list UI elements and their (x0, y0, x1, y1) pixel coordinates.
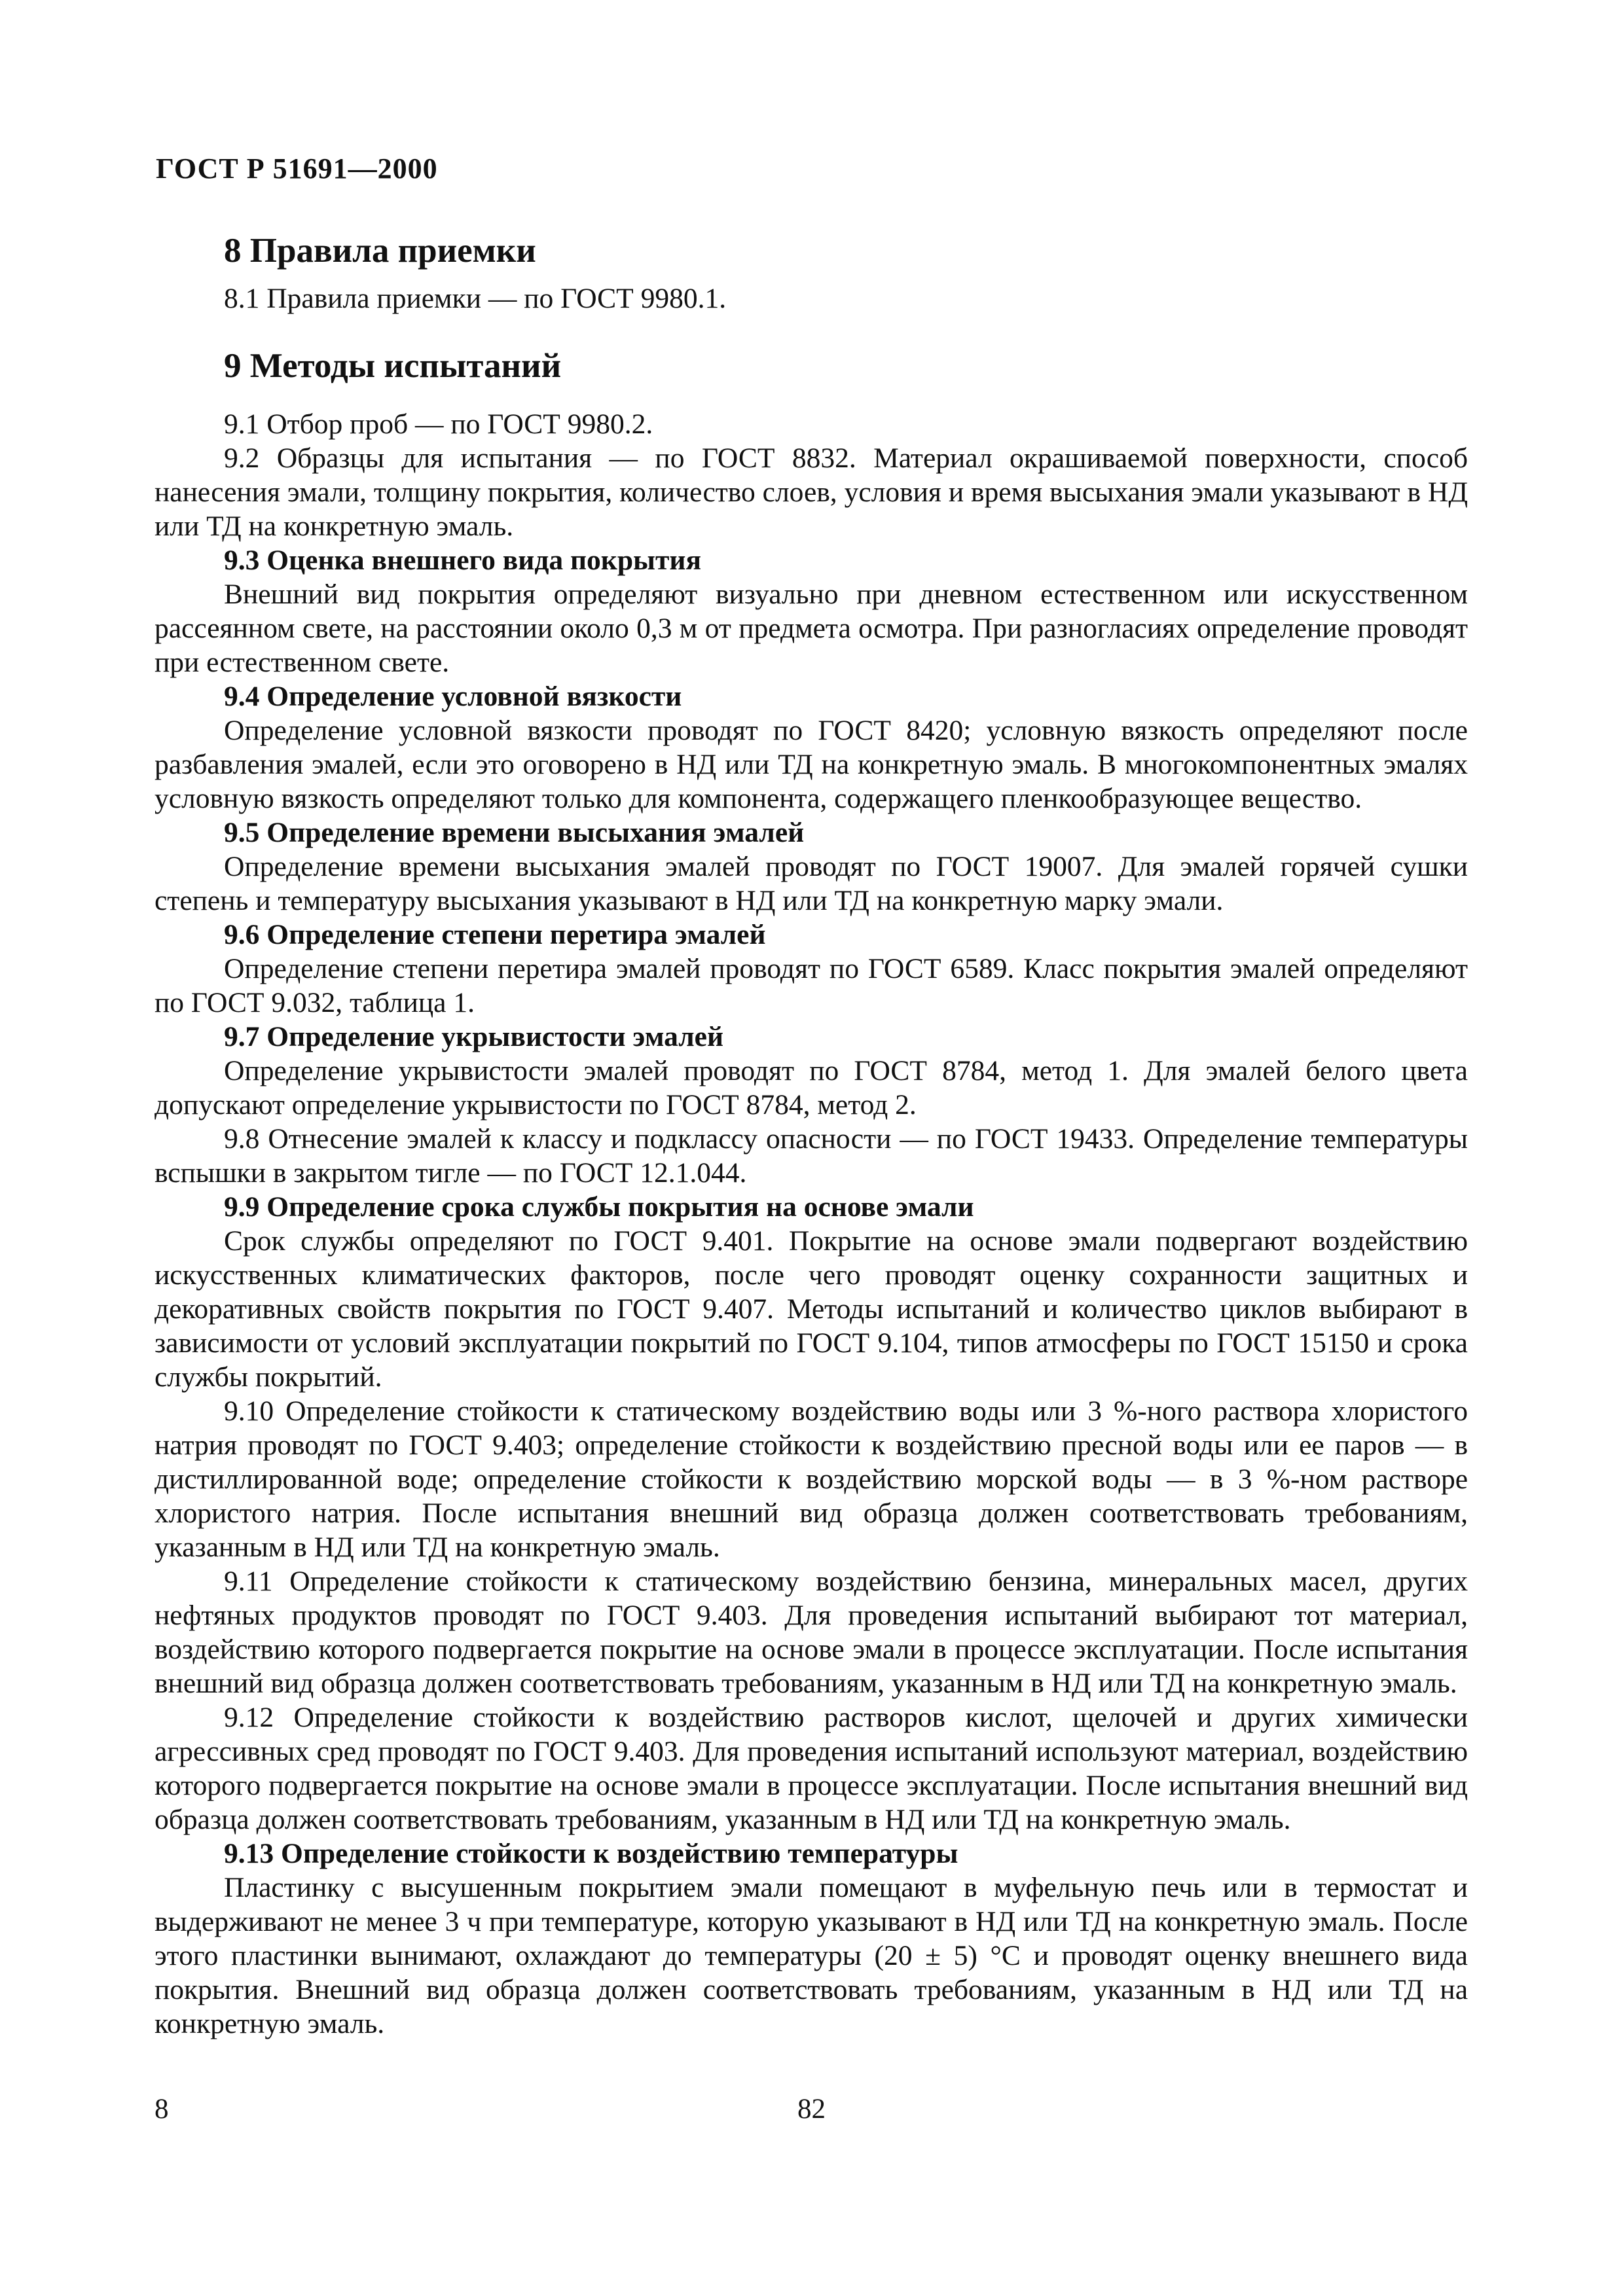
paragraph: Внешний вид покрытия определяют визуально при дневном естественном или искусственном рассеянном свете, на расстоянии около 0,3 м от предмета осмотра. При разногласиях определение проводят при естественном свете. (155, 579, 1468, 678)
paragraph: 9.10 Определение стойкости к статическому воздействию воды или 3 %-ного раствора хлористого натрия проводят по ГОСТ 9.403; определение стойкости к воздействию пресной воды или ее паров — в дистиллированной воде; определение стойкости к воздействию морской воды — в 3 %-ном растворе хлористого натрия. После испытания внешний вид образца должен соответствовать требованиям, указанным в НД или ТД на конкретную эмаль. (155, 1395, 1468, 1563)
paragraph: Определение укрывистости эмалей проводят по ГОСТ 8784, метод 1. Для эмалей белого цвета допускают определение укрывистости по ГОСТ 8784, метод 2. (155, 1055, 1468, 1121)
paragraph: 9.2 Образцы для испытания — по ГОСТ 8832. Материал окрашиваемой поверхности, способ нанесения эмали, толщину покрытия, количество слоев, условия и время высыхания эмали указывают в НД или ТД на конкретную эмаль. (155, 442, 1468, 542)
subsection-heading: 9.9 Определение срока службы покрытия на основе эмали (224, 1191, 974, 1223)
paragraph: 8.1 Правила приемки — по ГОСТ 9980.1. (224, 283, 727, 314)
paragraph: 9.1 Отбор проб — по ГОСТ 9980.2. (224, 408, 653, 440)
subsection-heading: 9.6 Определение степени перетира эмалей (224, 919, 766, 950)
page-number: 8 (155, 2094, 169, 2125)
section-title: 8 Правила приемки (224, 232, 536, 270)
subsection-heading: 9.4 Определение условной вязкости (224, 681, 682, 712)
section-title: 9 Методы испытаний (224, 347, 562, 385)
paragraph: Пластинку с высушенным покрытием эмали помещают в муфельную печь или в термостат и выдерживают не менее 3 ч при температуре, которую указывают в НД или ТД на конкретную эмаль. После этого пластинки вынимают, охлаждают до температуры (20 ± 5) °С и проводят оценку внешнего вида покрытия. Внешний вид образца должен соответствовать требованиям, указанным в НД или ТД на конкретную эмаль. (155, 1872, 1468, 2039)
paragraph: Срок службы определяют по ГОСТ 9.401. Покрытие на основе эмали подвергают воздействию искусственных климатических факторов, после чего проводят оценку сохранности защитных и декоративных свойств покрытия по ГОСТ 9.407. Методы испытаний и количество циклов выбирают в зависимости от условий эксплуатации покрытий по ГОСТ 9.104, типов атмосферы по ГОСТ 15150 и срока службы покрытий. (155, 1225, 1468, 1393)
document-id: ГОСТ Р 51691—2000 (156, 152, 438, 185)
paragraph: 9.11 Определение стойкости к статическому воздействию бензина, минеральных масел, других нефтяных продуктов проводят по ГОСТ 9.403. Для проведения испытаний выбирают тот материал, воздействию которого подвергается покрытие на основе эмали в процессе эксплуатации. После испытания внешний вид образца должен соответствовать требованиям, указанным в НД или ТД на конкретную эмаль. (155, 1566, 1468, 1699)
document-body (155, 229, 1468, 2041)
subsection-heading: 9.3 Оценка внешнего вида покрытия (224, 545, 701, 576)
paragraph: Определение степени перетира эмалей проводят по ГОСТ 6589. Класс покрытия эмалей определяют по ГОСТ 9.032, таблица 1. (155, 953, 1468, 1018)
paragraph: Определение времени высыхания эмалей проводят по ГОСТ 19007. Для эмалей горячей сушки степень и температуру высыхания указывают в НД или ТД на конкретную марку эмали. (155, 851, 1468, 916)
paragraph: 9.8 Отнесение эмалей к классу и подклассу опасности — по ГОСТ 19433. Определение температуры вспышки в закрытом тигле — по ГОСТ 12.1.044. (155, 1123, 1468, 1189)
subsection-heading: 9.13 Определение стойкости к воздействию температуры (224, 1838, 958, 1869)
paragraph: Определение условной вязкости проводят по ГОСТ 8420; условную вязкость определяют после разбавления эмалей, если это оговорено в НД или ТД на конкретную эмаль. В многокомпонентных эмалях условную вязкость определяют только для компонента, содержащего пленкообразующее вещество. (155, 715, 1468, 814)
sheet-number: 82 (797, 2094, 826, 2125)
subsection-heading: 9.7 Определение укрывистости эмалей (224, 1021, 724, 1052)
paragraph: 9.12 Определение стойкости к воздействию растворов кислот, щелочей и других химически агрессивных сред проводят по ГОСТ 9.403. Для проведения испытаний используют материал, воздействию которого подвергается покрытие на основе эмали в процессе эксплуатации. После испытания внешний вид образца должен соответствовать требованиям, указанным в НД или ТД на конкретную эмаль. (155, 1702, 1468, 1835)
subsection-heading: 9.5 Определение времени высыхания эмалей (224, 817, 805, 848)
